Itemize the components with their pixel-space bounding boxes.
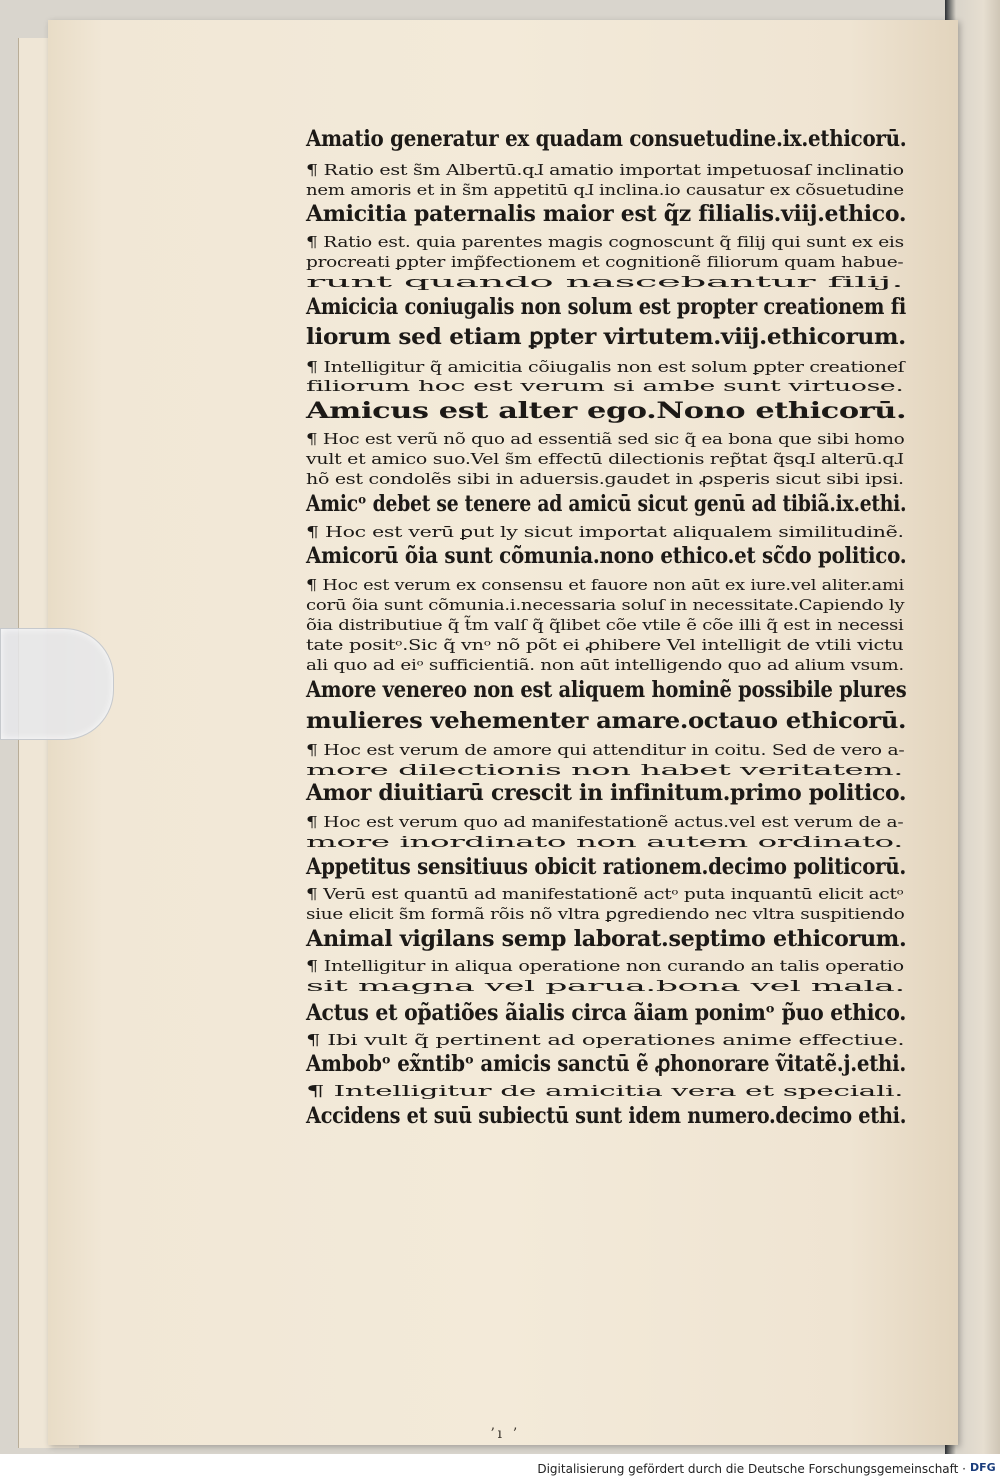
entry-heading: Animal vigilans semp laborat.septimo ethicorum. — [306, 926, 907, 952]
entry-note: õia distributiue q̃ t̃m valſ q̃ q̃libet cõe vtile ẽ cõe illi q̃ est in necessi — [306, 618, 904, 634]
entry-heading: Amicorū õia sunt cõmunia.nono ethico.et sc̃do politico. — [306, 543, 907, 569]
entry-note: nem amoris et in s̃m appetitū qɺ inclina.io causatur ex cõsuetudine — [306, 183, 904, 199]
page-text — [306, 128, 906, 1178]
entry-note: ¶ Ibi vult q̃ pertinent ad operationes anime effectiue. — [306, 1033, 905, 1049]
entry-note: procreati ꝑpter imp̃fectionem et cognitionẽ filiorum quam habue- — [306, 255, 904, 271]
entry-note: siue elicit s̃m formã rõis nõ vltra ꝑgrediendo nec vltra suspitiendo — [306, 907, 905, 923]
entry-note: more dilectionis non habet veritatem. — [306, 763, 904, 779]
entry-note: ¶ Hoc est verum de amore qui attenditur in coitu. Sed de vero a- — [306, 743, 905, 759]
entry-note: ¶ Ratio est s̃m Albertū.qɺ amatio importat impetuosaſ inclinatio — [306, 163, 904, 179]
entry-note: tate positᵒ.Sic q̃ vnᵒ nõ põt ei ꝓhibere Vel intelligit de vtili victu — [306, 638, 904, 654]
page-clip — [0, 628, 114, 740]
entry-note: more inordinato non autem ordinato. — [306, 835, 904, 851]
entry-heading: liorum sed etiam ꝑpter virtutem.viij.ethicorum. — [306, 324, 906, 350]
entry-heading: Amicicia coniugalis non solum est propter creationem fi — [306, 294, 906, 320]
entry-heading: mulieres vehementer amare.octauo ethicorū. — [306, 708, 907, 734]
entry-note: ali quo ad eiᵒ sufficientiã. non aūt intelligendo quo ad alium vsum. — [306, 658, 904, 674]
entry-heading: Amor diuitiarū crescit in infinitum.primo politico. — [306, 780, 907, 806]
entry-note: ¶ Ratio est. quia parentes magis cognoscunt q̃ filij qui sunt ex eis — [306, 235, 904, 251]
entry-heading: Amore venereo non est aliquem hominẽ possibile plures — [306, 677, 907, 703]
entry-note: ¶ Hoc est verum ex consensu et fauore non aūt ex iure.vel aliter.ami — [306, 578, 904, 594]
entry-heading: Ambobᵒ ex̃ntibᵒ amicis sanctū ẽ ꝓhonorare ṽitatẽ.j.ethi. — [306, 1051, 907, 1077]
entry-note: ¶ Verū est quantū ad manifestationẽ actᵒ puta inquantū elicit actᵒ — [306, 887, 904, 903]
dfg-logo: DFG — [970, 1461, 996, 1474]
entry-heading: Appetitus sensitiuus obicit rationem.decimo politicorū. — [306, 854, 907, 880]
entry-note: sit magna vel parua.bona vel mala. — [306, 979, 905, 995]
entry-note: ¶ Hoc est verū ꝑut ly sicut importat aliqualem similitudinẽ. — [306, 525, 904, 541]
entry-note: ¶ Intelligitur in aliqua operatione non curando an talis operatio — [306, 959, 904, 975]
entry-note: corū õia sunt cõmunia.i.necessaria soluſ in necessitate.Capiendo ly — [306, 598, 905, 614]
entry-note: filiorum hoc est verum si ambe sunt virtuose. — [306, 379, 904, 395]
entry-note: ¶ Intelligitur de amicitia vera et speciali. — [306, 1084, 904, 1100]
entry-note: ¶ Hoc est verum quo ad manifestationẽ actus.vel est verum de a- — [306, 815, 904, 831]
entry-note: ¶ Intelligitur q̃ amicitia cõiugalis non est solum ꝑpter creationeſ — [306, 360, 905, 376]
page-bottom-marks: ʼı ʼ — [490, 1426, 520, 1442]
entry-note: vult et amico suo.Vel s̃m effectū dilectionis rep̃tat q̃sqɺ alterū.qɺ — [306, 452, 904, 468]
entry-heading: Accidens et suū subiectū sunt idem numero.decimo ethi. — [306, 1103, 907, 1129]
funding-credit: Digitalisierung gefördert durch die Deutsche Forschungsgemeinschaft · — [537, 1462, 966, 1476]
entry-heading: Amicitia paternalis maior est q̃z filialis.viij.ethico. — [306, 201, 907, 227]
book-page — [48, 20, 958, 1445]
entry-heading: Actus et op̃atiões ãialis circa ãiam ponimᵒ p̃uo ethico. — [306, 1000, 907, 1026]
entry-heading: Amicᵒ debet se tenere ad amicū sicut genū ad tibiã.ix.ethi. — [306, 491, 907, 517]
entry-note: runt quando nascebantur filij. — [306, 275, 904, 291]
entry-heading: Amatio generatur ex quadam consuetudine.ix.ethicorū. — [306, 126, 907, 152]
entry-note: hõ est condolẽs sibi in aduersis.gaudet in ꝓsperis sicut sibi ipsi. — [306, 472, 904, 488]
entry-note: ¶ Hoc est verũ nõ quo ad essentiã sed sic q̃ ea bona que sibi homo — [306, 432, 905, 448]
entry-heading: Amicus est alter ego.Nono ethicorū. — [306, 398, 907, 424]
footer-bar — [0, 1454, 1000, 1484]
